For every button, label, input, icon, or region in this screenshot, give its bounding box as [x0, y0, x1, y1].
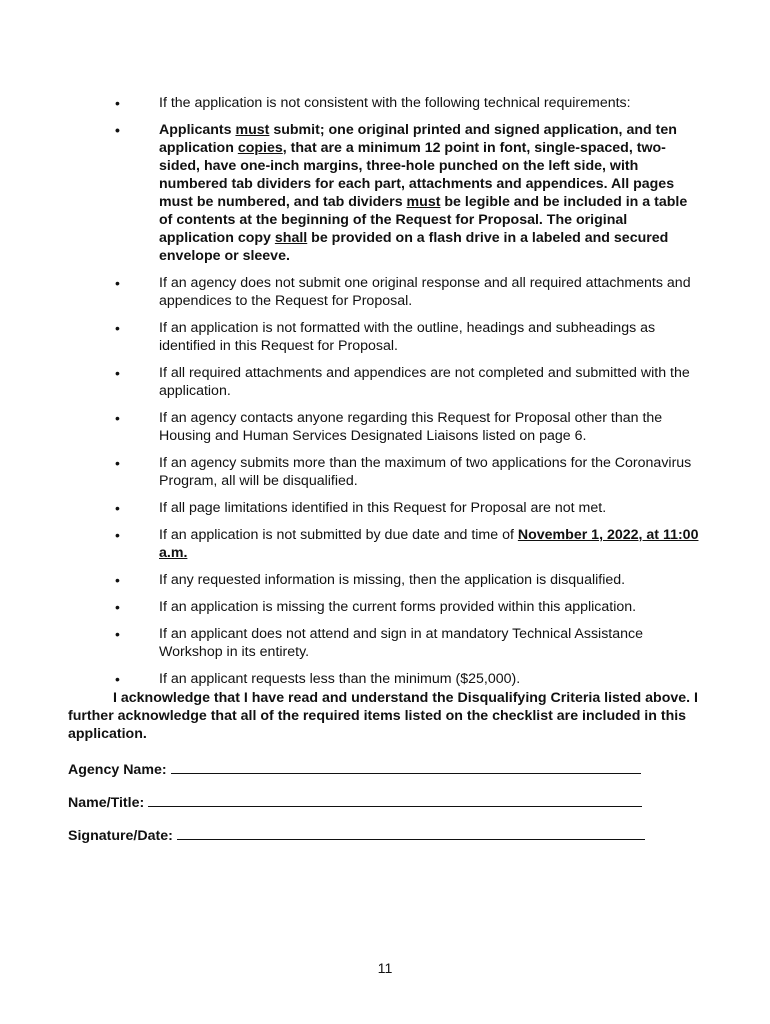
signature-date-field: [68, 825, 645, 845]
criteria-text: If any requested information is missing, then the application is disqualified.: [159, 572, 626, 588]
underlined-word: shall: [274, 230, 308, 246]
list-item: [0, 454, 770, 490]
bullet: •: [115, 410, 120, 426]
signature-date-signature-line[interactable]: [177, 825, 645, 840]
bullet: •: [115, 95, 120, 111]
name-title-signature-line[interactable]: [148, 792, 642, 807]
criteria-text-part: be legible and be included in a table of contents at the beginning of the Request for Proposal. The original application copy: [159, 194, 688, 246]
list-item: [0, 670, 770, 688]
name-title-field: [68, 792, 642, 812]
agency-name-field: [68, 759, 641, 779]
signature-date-label: Signature/Date:: [68, 828, 173, 844]
bullet: •: [115, 500, 120, 516]
list-item: [0, 364, 770, 400]
criteria-text: If an agency contacts anyone regarding this Request for Proposal other than the Housing and Human Services Designated Liaisons listed on page 6.: [159, 410, 663, 444]
criteria-text: If an applicant requests less than the minimum ($25,000).: [159, 671, 521, 687]
criteria-text-part: be provided on a flash drive in a labeled and secured envelope or sleeve.: [159, 230, 669, 264]
criteria-text: If an application is missing the current forms provided within this application.: [159, 599, 637, 615]
disqualifying-criteria-list: [0, 94, 770, 697]
criteria-text: If an applicant does not attend and sign in at mandatory Technical Assistance Workshop in its entirety.: [159, 626, 644, 660]
list-item: [0, 319, 770, 355]
criteria-text: If the application is not consistent with the following technical requirements:: [159, 95, 631, 111]
bullet: •: [115, 572, 120, 588]
bullet: •: [115, 365, 120, 381]
bullet: •: [115, 122, 120, 138]
criteria-text-part: , that are a minimum 12 point in font, single-spaced, two-sided, have one-inch margins, three-hole punched on the left side, with numbered tab dividers for each part, attachments and appendices. All pages must be numbered, and tab dividers: [159, 140, 675, 210]
agency-name-signature-line[interactable]: [171, 759, 641, 774]
underlined-word: copies: [237, 140, 283, 156]
list-item: [0, 409, 770, 445]
list-item: [0, 625, 770, 661]
criteria-text: If all page limitations identified in this Request for Proposal are not met.: [159, 500, 607, 516]
acknowledgement-paragraph: I acknowledge that I have read and understand the Disqualifying Criteria listed above. I further acknowledge that all of the required items listed on the checklist are included in this application.: [68, 690, 698, 742]
criteria-text: If an application is not submitted by due date and time of: [159, 527, 518, 543]
criteria-text: If an application is not formatted with the outline, headings and subheadings as identified in this Request for Proposal.: [159, 320, 656, 354]
criteria-text: If all required attachments and appendices are not completed and submitted with the application.: [159, 365, 690, 399]
page-number: 11: [377, 961, 393, 977]
list-item: [0, 571, 770, 589]
underlined-word: must: [406, 194, 441, 210]
list-item: [0, 94, 770, 112]
bullet: •: [115, 599, 120, 615]
criteria-text-part: submit; one original printed and signed application, and ten application: [159, 122, 677, 156]
bullet: •: [115, 527, 120, 543]
criteria-text: If an agency does not submit one original response and all required attachments and appendices to the Request for Proposal.: [159, 275, 691, 309]
underlined-word: must: [235, 122, 270, 138]
bullet: •: [115, 671, 120, 687]
agency-name-label: Agency Name:: [68, 762, 167, 778]
bullet: •: [115, 626, 120, 642]
deadline-date: November 1, 2022, at 11:00 a.m.: [159, 527, 699, 561]
name-title-label: Name/Title:: [68, 795, 145, 811]
bullet: •: [115, 320, 120, 336]
criteria-text: If an agency submits more than the maximum of two applications for the Coronavirus Program, all will be disqualified.: [159, 455, 692, 489]
bullet: •: [115, 275, 120, 291]
criteria-text-part: Applicants: [159, 122, 236, 138]
list-item: [0, 499, 770, 517]
bullet: •: [115, 455, 120, 471]
list-item: [0, 598, 770, 616]
list-item: [0, 274, 770, 310]
list-item-deadline: [0, 526, 770, 562]
list-item-technical-requirements: [0, 121, 770, 265]
